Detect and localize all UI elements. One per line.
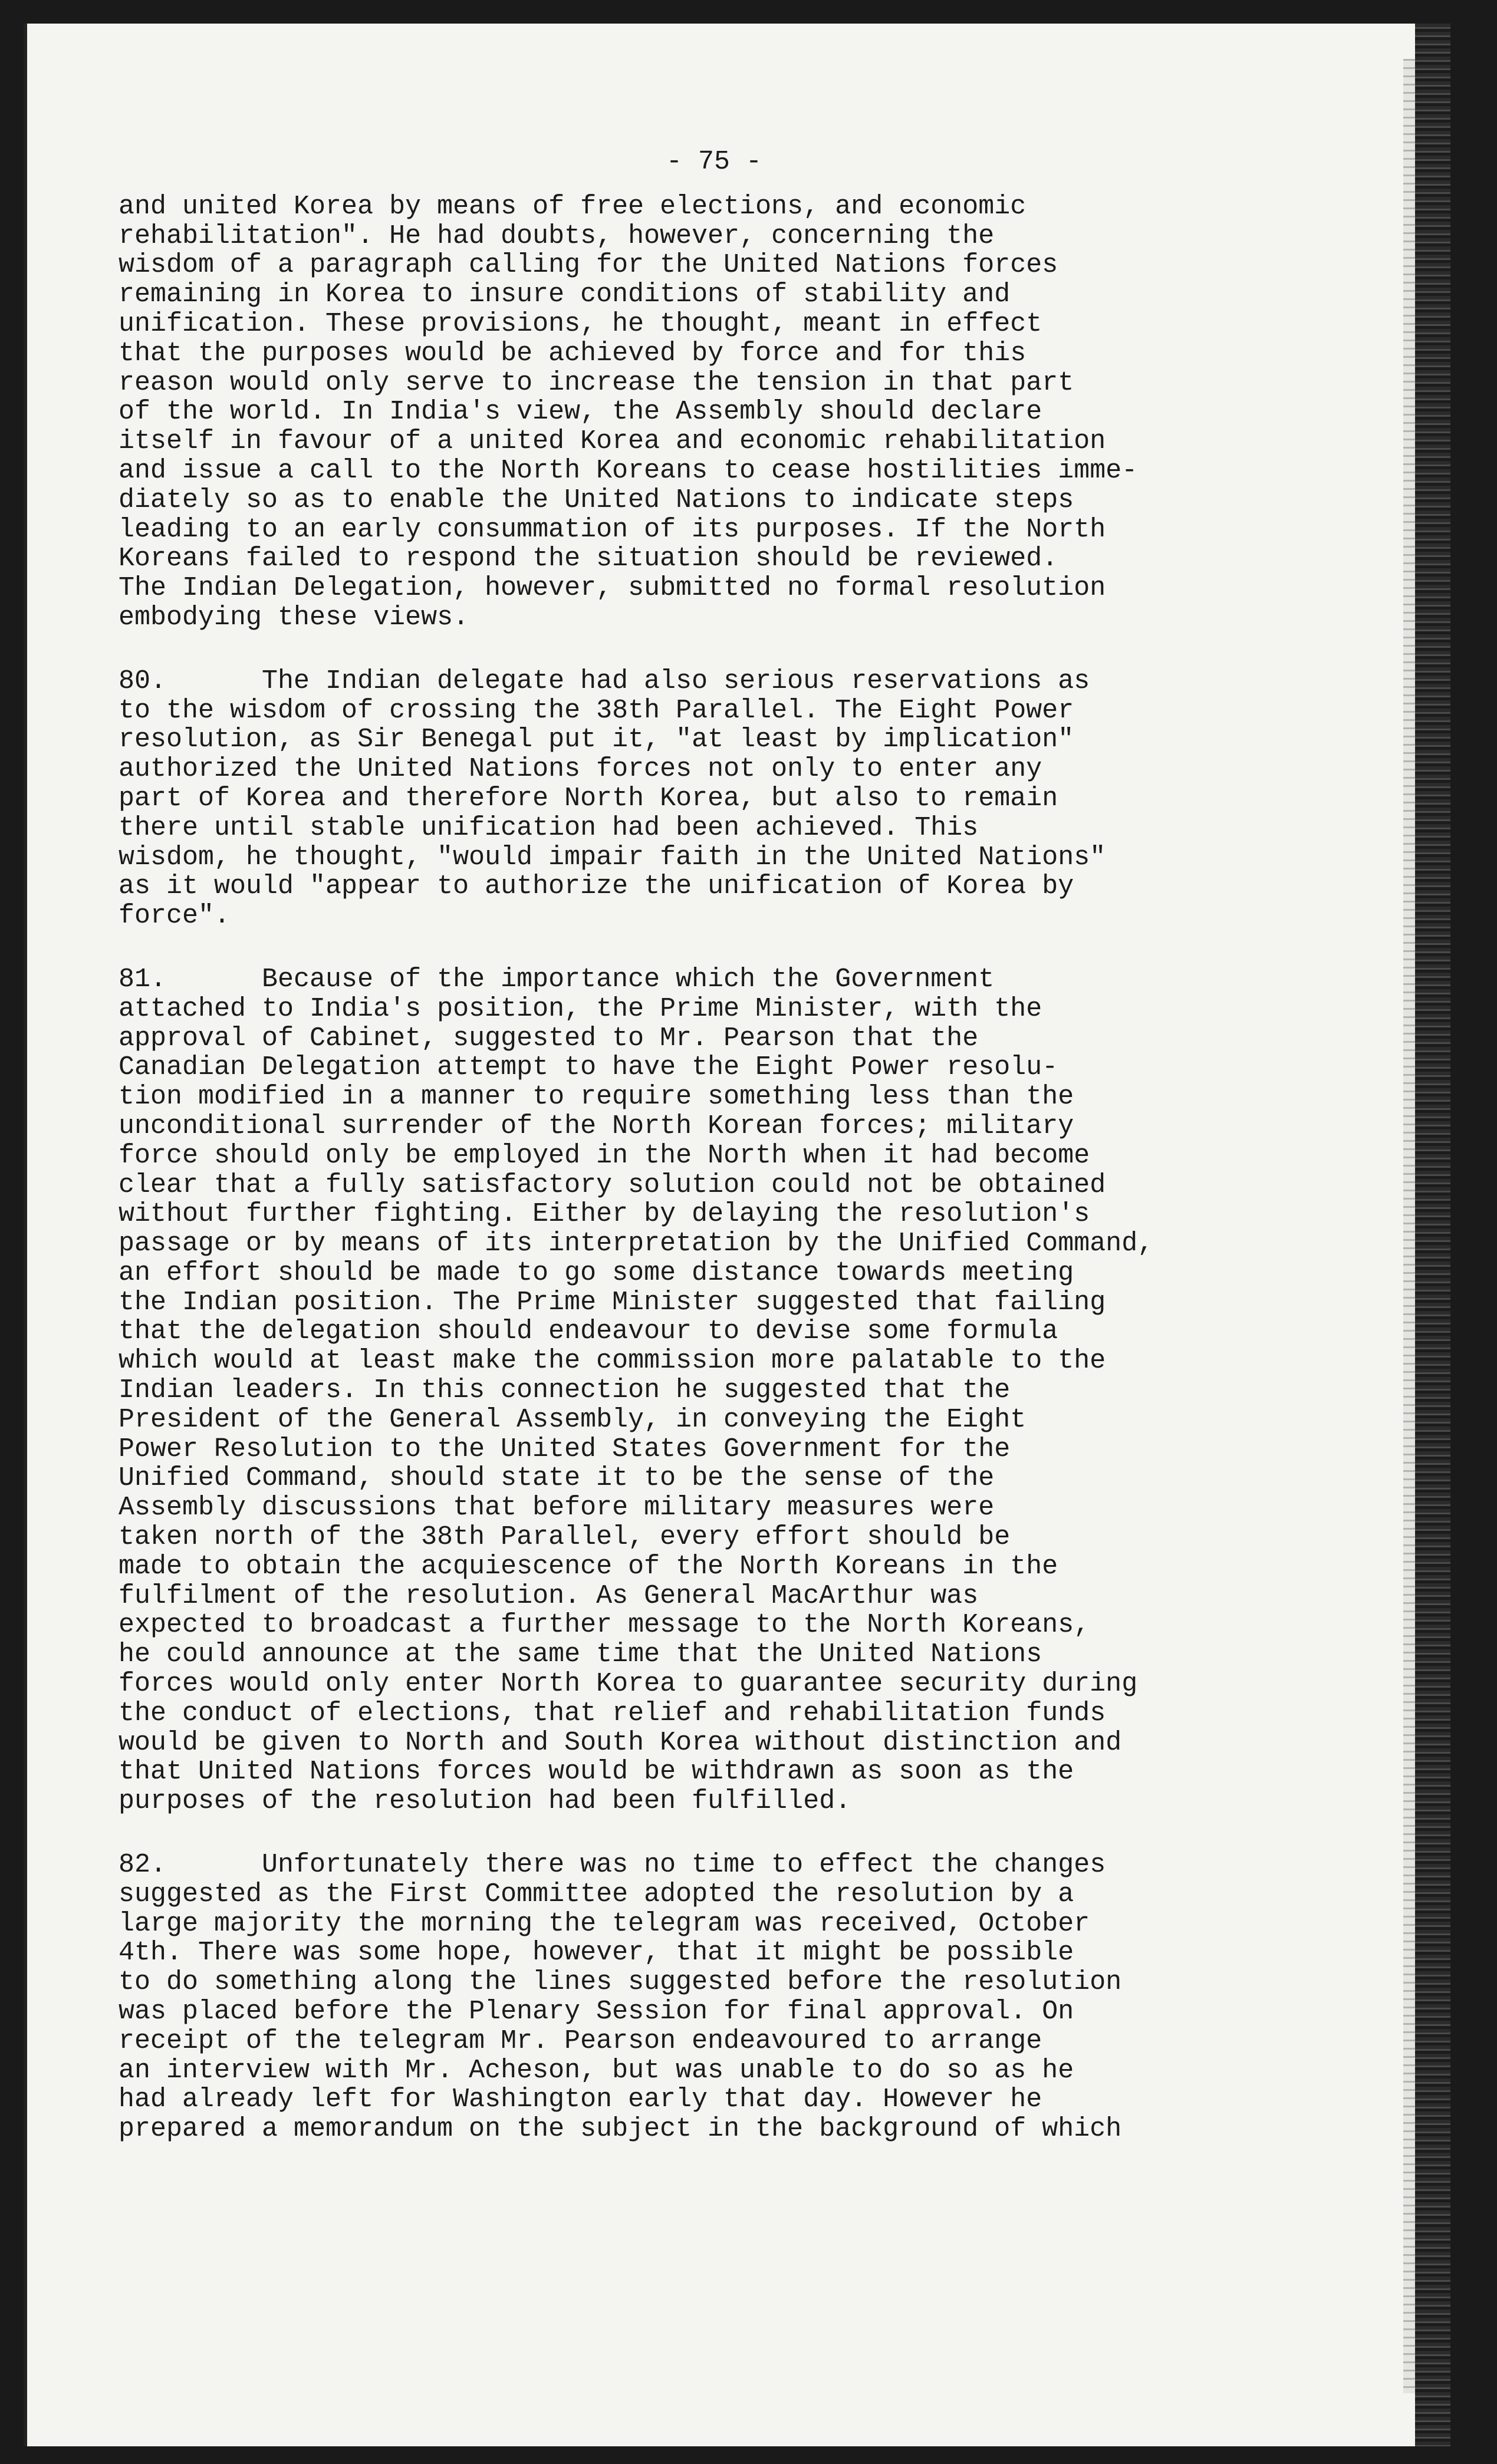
page-edge-shadow [1403, 59, 1415, 2393]
document-page [24, 24, 1450, 2446]
book-binding [1415, 24, 1450, 2446]
body-text [119, 141, 1310, 2144]
paragraph-79-continued: and united Korea by means of free elections, and economic rehabilitation". He had doubts, however, concerning the wisdom of a paragraph calling for the United Nations forces remaining in Korea to insure conditions of stability and unification. These provisions, he thought, meant in effect that the purposes would be achieved by force and for this reason would only serve to increase the tension in that part of the world. In India's view, the Assembly should declare itself in favour of a united Korea and economic rehabilitation and issue a call to the North Koreans to cease hostilities imme- diately so as to enable the United Nations to indicate steps leading to an early consummation of its purposes. If the North Koreans failed to respond the situation should be reviewed. The Indian Delegation, however, submitted no formal resolution embodying these views. [119, 191, 1138, 633]
paragraph-80: 80. The Indian delegate had also serious reservations as to the wisdom of crossing the 38th Parallel. The Eight Power resolution, as Sir Benegal put it, "at least by implication" authorized the United Nations forces not only to enter any part of Korea and therefore North Korea, but also to remain there until stable unification had been achieved. This wisdom, he thought, "would impair faith in the United Nations" as it would "appear to authorize the unification of Korea by force". [119, 666, 1106, 931]
paragraph-82: 82. Unfortunately there was no time to effect the changes suggested as the First Committee adopted the resolution by a large majority the morning the telegram was received, October 4th. There was some hope, however, that it might be possible to do something along the lines suggested before the resolution was placed before the Plenary Session for final approval. On receipt of the telegram Mr. Pearson endeavoured to arrange an interview with Mr. Acheson, but was unable to do so as he had already left for Washington early that day. However he prepared a memorandum on the subject in the background of which [119, 1850, 1122, 2145]
page-number: - 75 - [666, 147, 762, 177]
paragraph-81: 81. Because of the importance which the Government attached to India's position, the Prime Minister, with the approval of Cabinet, suggested to Mr. Pearson that the Canadian Delegation attempt to have the Eight Power resolu- tion modified in a manner to require something less than the unconditional surrender of the North Korean forces; military force should only be employed in the North when it had become clear that a fully satisfactory solution could not be obtained without further fighting. Either by delaying the resolution's passage or by means of its interpretation by the Unified Command, an effort should be made to go some distance towards meeting the Indian position. The Prime Minister suggested that failing that the delegation should endeavour to devise some formula which would at least make the commission more palatable to the Indian leaders. In this connection he suggested that the President of the General Assembly, in conveying the Eight Power Resolution to the United States Government for the Unified Command, should state it to be the sense of the Assembly discussions that before military measures were taken north of the 38th Parallel, every effort should be made to obtain the acquiescence of the North Koreans in the fulfilment of the resolution. As General MacArthur was expected to broadcast a further message to the North Koreans, he could announce at the same time that the United Nations forces would only enter North Korea to guarantee security during the conduct of elections, that relief and rehabilitation funds would be given to North and South Korea without distinction and that United Nations forces would be withdrawn as soon as the purposes of the resolution had been fulfilled. [119, 964, 1154, 1817]
